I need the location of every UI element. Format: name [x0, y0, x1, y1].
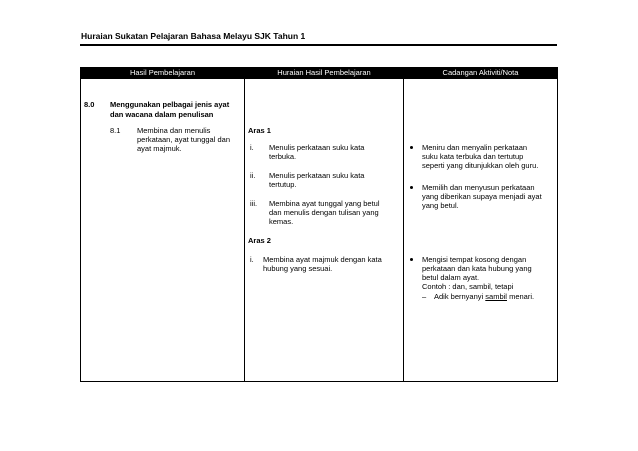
- example-after: menari.: [509, 292, 535, 301]
- page-header-title: Huraian Sukatan Pelajaran Bahasa Melayu SJK Tahun 1: [81, 31, 306, 41]
- example-underlined: sambil: [485, 292, 507, 301]
- level1-item-line: Menulis perkataan suku kata: [269, 143, 365, 152]
- level1-item-line: Menulis perkataan suku kata: [269, 171, 365, 180]
- level1-item-line: terbuka.: [269, 152, 297, 161]
- example-before: Adik bernyanyi: [434, 292, 484, 301]
- bullet-icon: [410, 186, 413, 189]
- level1-item-marker: ii.: [250, 171, 256, 180]
- sub-outcome-line3: ayat majmuk.: [137, 144, 182, 153]
- column-header-activities: Cadangan Aktiviti/Nota: [404, 68, 558, 79]
- level1-item-line: dan menulis dengan tulisan yang: [269, 208, 379, 217]
- level2-item-line: hubung yang sesuai.: [263, 264, 333, 273]
- activity-line: seperti yang ditunjukkan oleh guru.: [422, 161, 539, 170]
- column-header-description: Huraian Hasil Pembelajaran: [245, 68, 404, 79]
- activity-line: yang betul.: [422, 201, 459, 210]
- level1-item-marker: iii.: [250, 199, 258, 208]
- activity-line: betul dalam ayat.: [422, 273, 480, 282]
- level2-item-marker: i.: [250, 255, 254, 264]
- level1-item-marker: i.: [250, 143, 254, 152]
- sub-outcome-number: 8.1: [110, 126, 121, 135]
- level2-heading: Aras 2: [248, 236, 271, 245]
- level1-heading: Aras 1: [248, 126, 271, 135]
- activity-line: perkataan dan kata hubung yang: [422, 264, 532, 273]
- column-header-outcome: Hasil Pembelajaran: [81, 68, 245, 79]
- activity-line: yang diberikan supaya menjadi ayat: [422, 192, 542, 201]
- level1-item-line: Membina ayat tunggal yang betul: [269, 199, 380, 208]
- syllabus-table: [80, 67, 558, 382]
- example-dash: –: [422, 292, 427, 301]
- outcome-number: 8.0: [84, 100, 95, 109]
- activity-line: Contoh : dan, sambil, tetapi: [422, 282, 514, 291]
- bullet-icon: [410, 258, 413, 261]
- outcome-title-line1: Menggunakan pelbagai jenis ayat: [110, 100, 230, 109]
- level1-item-line: tertutup.: [269, 180, 297, 189]
- table-row: [81, 79, 558, 382]
- activities-cell: [404, 79, 558, 382]
- outcome-title-line2: dan wacana dalam penulisan: [110, 110, 214, 119]
- outcome-cell: [81, 79, 245, 382]
- sub-outcome-line1: Membina dan menulis: [137, 126, 211, 135]
- description-cell: [245, 79, 404, 382]
- activity-line: Mengisi tempat kosong dengan: [422, 255, 527, 264]
- level1-item-line: kemas.: [269, 217, 294, 226]
- level2-item-line: Membina ayat majmuk dengan kata: [263, 255, 382, 264]
- header-divider: [80, 44, 557, 46]
- bullet-icon: [410, 146, 413, 149]
- table-header-row: [81, 68, 558, 79]
- activity-line: Memilih dan menyusun perkataan: [422, 183, 535, 192]
- sub-outcome-line2: perkataan, ayat tunggal dan: [137, 135, 230, 144]
- activity-line: Meniru dan menyalin perkataan: [422, 143, 528, 152]
- example-sentence: [434, 292, 534, 302]
- activity-line: suku kata terbuka dan tertutup: [422, 152, 524, 161]
